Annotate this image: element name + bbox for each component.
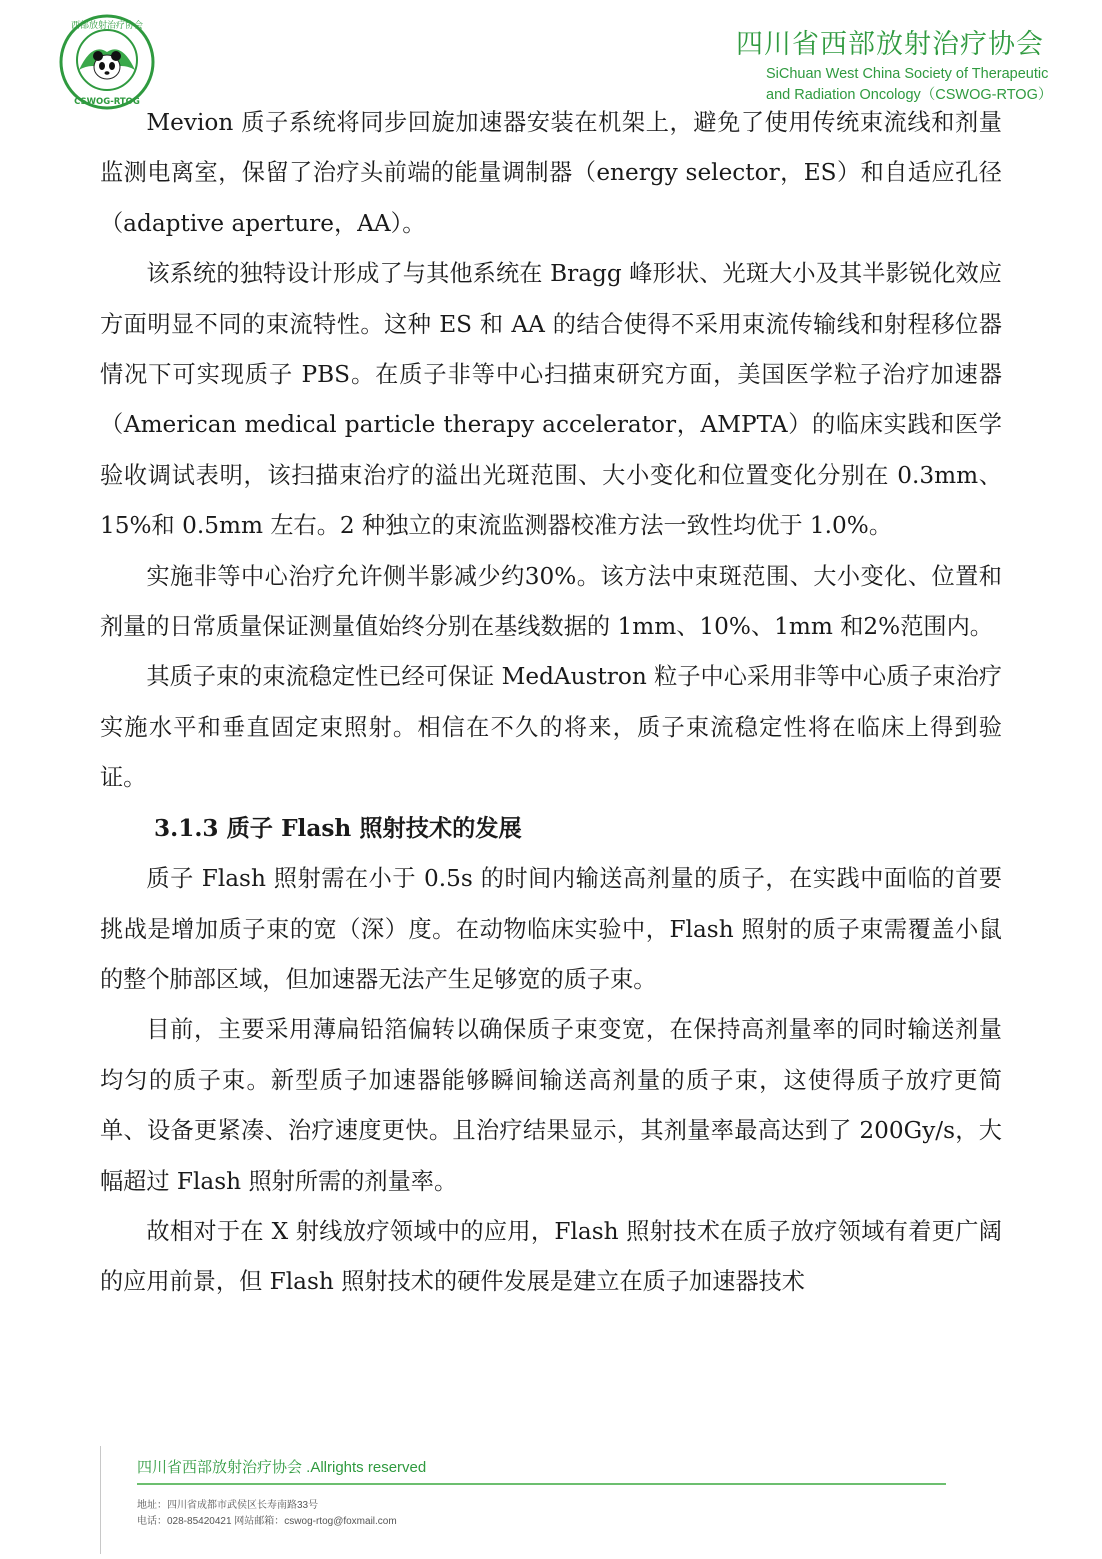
org-name-en-line2: and Radiation Oncology（CSWOG-RTOG） bbox=[766, 87, 1053, 103]
footer-divider bbox=[137, 1483, 946, 1485]
paragraph-flash-prospect: 故相对于在 X 射线放疗领域中的应用，Flash 照射技术在质子放疗领域有着更广阔的应用前景，但 Flash 照射技术的硬件发展是建立在质子加速器技术 bbox=[100, 1217, 1002, 1296]
section-heading: 3.1.3 质子 Flash 照射技术的发展 bbox=[154, 814, 522, 842]
association-logo bbox=[52, 12, 162, 112]
paragraph-mevion: Mevion 质子系统将同步回旋加速器安装在机架上，避免了使用传统束流线和剂量监测电离室，保留了治疗头前端的能量调制器（energy selector，ES）和自适应孔径（adaptive aperture，AA）。 bbox=[100, 109, 1002, 237]
page-header bbox=[0, 0, 1102, 110]
page-footer bbox=[0, 1440, 1102, 1559]
document-body bbox=[100, 98, 1002, 1308]
footer-contact: 电话：028-85420421 网站邮箱：cswog-rtog@foxmail.com bbox=[137, 1516, 397, 1527]
org-name-cn: 四川省西部放射治疗协会 bbox=[736, 29, 1044, 60]
paragraph-beam-characteristics: 该系统的独特设计形成了与其他系统在 Bragg 峰形状、光斑大小及其半影锐化效应方面明显不同的束流特性。这种 ES 和 AA 的结合使得不采用束流传输线和射程移位器情况下可实现质子 PBS。在质子非等中心扫描束研究方面，美国医学粒子治疗加速器（American medical particle therapy accelerator，AMPTA）的临床实践和医学验收调试表明，该扫描束治疗的溢出光斑范围、大小变化和位置变化分别在 0.3mm、15%和 0.5mm 左右。2 种独立的束流监测器校准方法一致性均优于 1.0%。 bbox=[100, 260, 1002, 540]
paragraph-flash-challenge: 质子 Flash 照射需在小于 0.5s 的时间内输送高剂量的质子，在实践中面临的首要挑战是增加质子束的宽（深）度。在动物临床实验中，Flash 照射的质子束需覆盖小鼠的整个肺部区域，但加速器无法产生足够宽的质子束。 bbox=[100, 865, 1002, 993]
paragraph-non-isocentric: 实施非等中心治疗允许侧半影减少约30%。该方法中束斑范围、大小变化、位置和剂量的日常质量保证测量值始终分别在基线数据的 1mm、10%、1mm 和2%范围内。 bbox=[100, 562, 1002, 641]
org-name-en-line1: SiChuan West China Society of Therapeutic bbox=[766, 66, 1049, 82]
paragraph-flash-current: 目前，主要采用薄扁铅箔偏转以确保质子束变宽，在保持高剂量率的同时输送剂量均匀的质子束。新型质子加速器能够瞬间输送高剂量的质子束，这使得质子放疗更简单、设备更紧凑、治疗速度更快。且治疗结果显示，其剂量率最高达到了 200Gy/s，大幅超过 Flash 照射所需的剂量率。 bbox=[100, 1016, 1002, 1195]
svg-text:西部放射治疗协会: 西部放射治疗协会 bbox=[70, 21, 144, 31]
footer-address: 地址：四川省成都市武侯区长寿南路33号 bbox=[137, 1500, 319, 1511]
footer-title: 四川省西部放射治疗协会 .Allrights reserved bbox=[137, 1459, 427, 1476]
svg-text:CSWOG-RTOG: CSWOG-RTOG bbox=[74, 97, 140, 107]
paragraph-medaustron: 其质子束的束流稳定性已经可保证 MedAustron 粒子中心采用非等中心质子束治疗实施水平和垂直固定束照射。相信在不久的将来，质子束流稳定性将在临床上得到验证。 bbox=[100, 663, 1002, 792]
footer-vertical-divider bbox=[100, 1446, 101, 1554]
